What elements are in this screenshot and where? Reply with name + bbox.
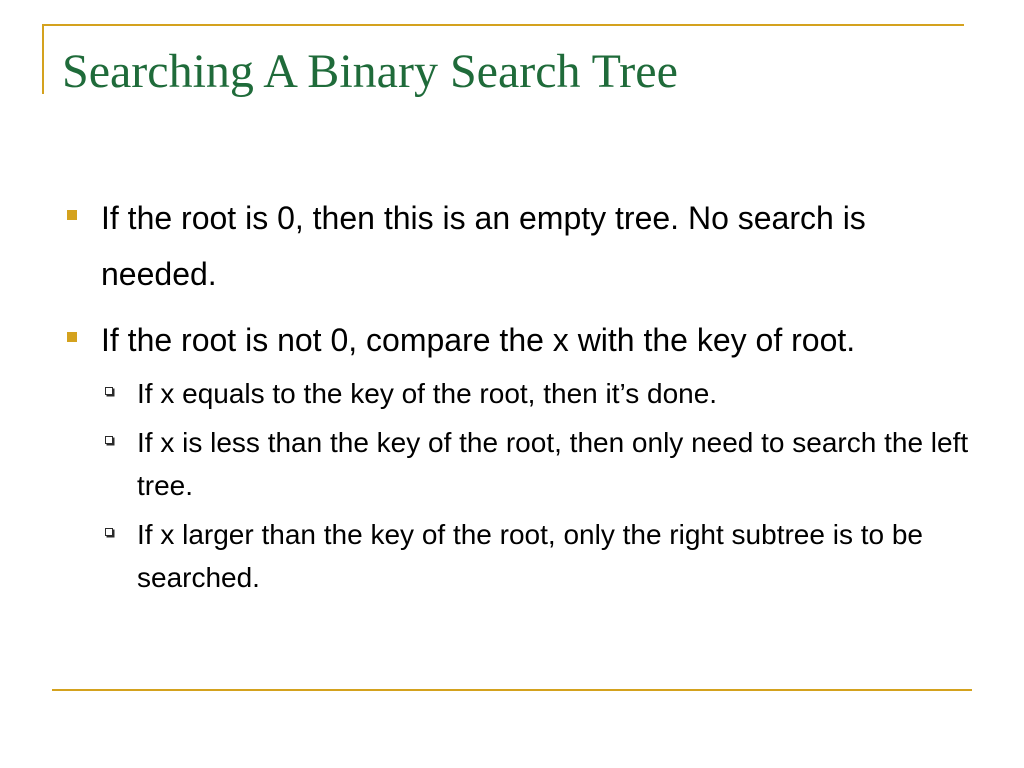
bullet-item	[60, 312, 970, 368]
sub-bullet-item	[137, 513, 970, 599]
sub-bullet-text: If x equals to the key of the root, then it’s done.	[137, 378, 718, 409]
square-bullet-icon	[67, 210, 77, 220]
bullet-item	[60, 190, 970, 302]
sub-bullet-item	[137, 421, 970, 507]
slide-body	[60, 190, 970, 605]
sub-bullet-item	[137, 372, 970, 415]
bottom-rule	[52, 689, 972, 691]
hollow-square-bullet-icon	[105, 528, 113, 536]
sub-bullet-text: If x is less than the key of the root, then only need to search the left tree.	[137, 427, 969, 501]
slide-title: Searching A Binary Search Tree	[62, 45, 678, 98]
sub-bullet-text: If x larger than the key of the root, only the right subtree is to be searched.	[137, 519, 923, 593]
left-accent-rule	[42, 24, 44, 94]
bullet-text: If the root is 0, then this is an empty tree. No search is needed.	[101, 200, 866, 292]
hollow-square-bullet-icon	[105, 387, 113, 395]
bullet-text: If the root is not 0, compare the x with the key of root.	[101, 322, 856, 358]
square-bullet-icon	[67, 332, 77, 342]
hollow-square-bullet-icon	[105, 436, 113, 444]
top-rule	[42, 24, 964, 26]
